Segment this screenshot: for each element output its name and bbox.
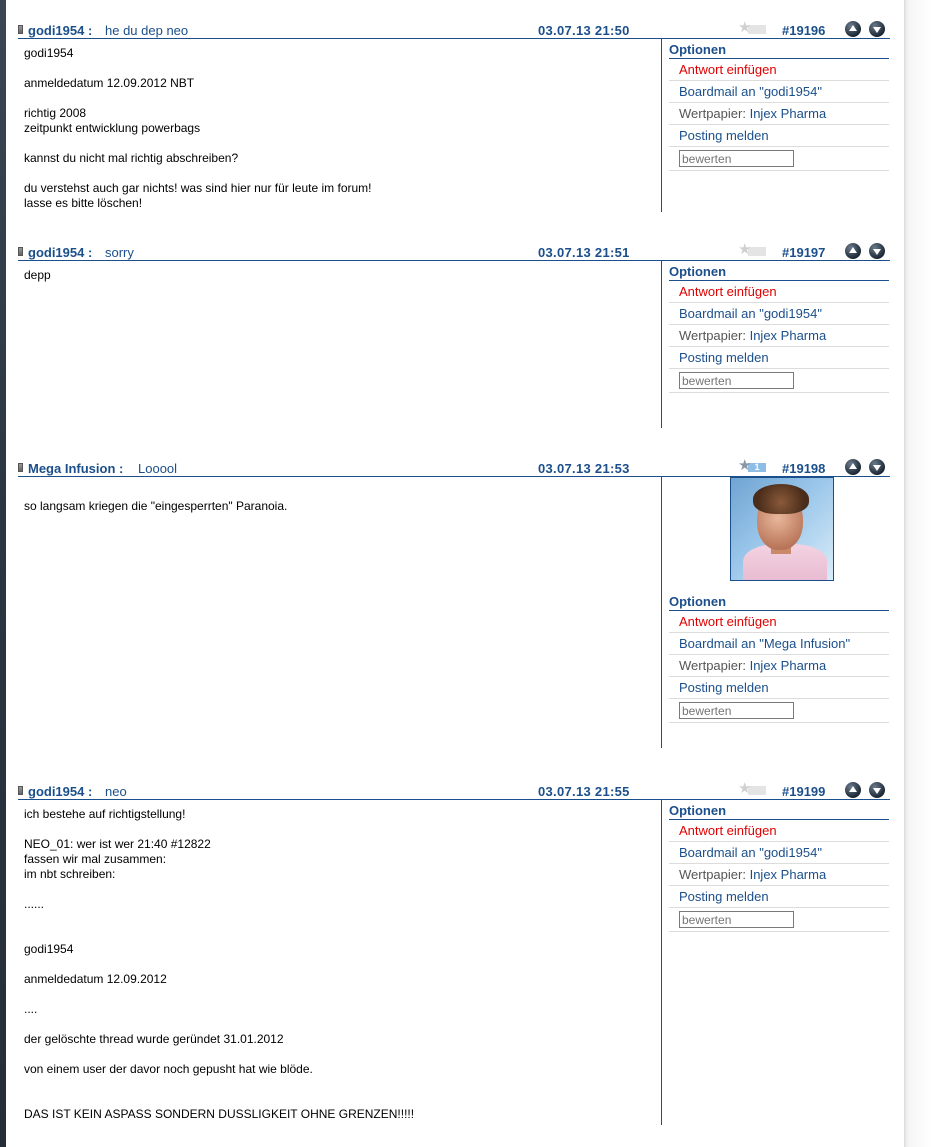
user-avatar[interactable]: [730, 477, 834, 581]
post-text-line: [24, 1047, 661, 1062]
arrow-up-icon[interactable]: [845, 21, 861, 37]
star-icon: ★: [738, 19, 752, 36]
arrow-down-icon[interactable]: [869, 243, 885, 259]
post-text-line: lasse es bitte löschen!: [24, 196, 143, 210]
post-header: [18, 456, 890, 477]
post-rating[interactable]: [738, 19, 768, 36]
post-date: 03.07.13 21:55: [538, 784, 630, 799]
drag-handle-icon[interactable]: [18, 786, 23, 795]
forum-post: [18, 240, 890, 365]
post-text-line: richtig 2008: [24, 106, 87, 120]
arrow-up-icon[interactable]: [845, 243, 861, 259]
arrow-down-icon[interactable]: [869, 21, 885, 37]
post-text-line: von einem user der davor noch gepusht hat wie blöde.: [24, 1062, 313, 1076]
post-text-line: [24, 484, 661, 499]
rate-field-row: [669, 369, 889, 393]
arrow-up-icon[interactable]: [845, 459, 861, 475]
report-link[interactable]: Posting melden: [669, 347, 889, 369]
security-link[interactable]: Injex Pharma: [749, 658, 827, 673]
arrow-down-icon[interactable]: [869, 782, 885, 798]
security-label: Wertpapier:: [679, 658, 746, 673]
forum-post: [18, 779, 890, 1121]
rate-input[interactable]: [679, 372, 794, 389]
post-number-link[interactable]: #19199: [782, 784, 826, 799]
report-link[interactable]: Posting melden: [669, 677, 889, 699]
post-content: [18, 800, 662, 1125]
post-content: [18, 261, 662, 428]
post-author-link[interactable]: godi1954 :: [28, 784, 93, 799]
post-author-link[interactable]: Mega Infusion :: [28, 461, 124, 476]
post-options: [669, 800, 889, 932]
forum-post: [18, 456, 890, 695]
security-info: [669, 655, 889, 677]
security-link[interactable]: Injex Pharma: [749, 867, 827, 882]
options-title: Optionen: [669, 39, 889, 59]
post-subject-link[interactable]: Looool: [138, 461, 178, 476]
security-label: Wertpapier:: [679, 106, 746, 121]
post-text: [18, 477, 661, 514]
star-icon: ★: [738, 241, 752, 258]
post-text: [18, 39, 661, 211]
post-subject-link[interactable]: he du dep neo: [105, 23, 189, 38]
reply-link[interactable]: Antwort einfügen: [669, 281, 889, 303]
post-number-link[interactable]: #19198: [782, 461, 826, 476]
security-label: Wertpapier:: [679, 328, 746, 343]
post-text-line: [24, 1092, 661, 1107]
post-rating[interactable]: [738, 457, 768, 474]
post-content: [18, 477, 662, 748]
arrow-down-icon[interactable]: [869, 459, 885, 475]
post-text-line: [24, 987, 661, 1002]
star-icon: ★: [738, 780, 752, 797]
boardmail-link[interactable]: Boardmail an "godi1954": [669, 842, 889, 864]
post-text-line: du verstehst auch gar nichts! was sind hier nur für leute im forum!: [24, 181, 372, 195]
post-text-line: [24, 91, 661, 106]
post-text-line: [24, 882, 661, 897]
post-text-line: depp: [24, 268, 51, 282]
post-subject-link[interactable]: sorry: [105, 245, 134, 260]
post-text-line: zeitpunkt entwicklung powerbags: [24, 121, 201, 135]
rate-input[interactable]: [679, 702, 794, 719]
security-link[interactable]: Injex Pharma: [749, 328, 827, 343]
post-text-line: der gelöschte thread wurde geründet 31.01.2012: [24, 1032, 284, 1046]
security-info: [669, 103, 889, 125]
security-label: Wertpapier:: [679, 867, 746, 882]
boardmail-link[interactable]: Boardmail an "godi1954": [669, 81, 889, 103]
security-link[interactable]: Injex Pharma: [749, 106, 827, 121]
post-text-line: godi1954: [24, 46, 74, 60]
report-link[interactable]: Posting melden: [669, 886, 889, 908]
post-author-link[interactable]: godi1954 :: [28, 23, 93, 38]
reply-link[interactable]: Antwort einfügen: [669, 611, 889, 633]
post-content: [18, 39, 662, 212]
post-number-link[interactable]: #19196: [782, 23, 826, 38]
boardmail-link[interactable]: Boardmail an "godi1954": [669, 303, 889, 325]
post-options: [669, 477, 889, 723]
post-text-line: ich bestehe auf richtigstellung!: [24, 807, 186, 821]
security-info: [669, 864, 889, 886]
post-options: [669, 39, 889, 171]
rate-field-row: [669, 699, 889, 723]
post-text-line: [24, 822, 661, 837]
options-title: Optionen: [669, 591, 889, 611]
post-date: 03.07.13 21:50: [538, 23, 630, 38]
post-header: [18, 779, 890, 800]
rate-input[interactable]: [679, 150, 794, 167]
post-subject-link[interactable]: neo: [105, 784, 127, 799]
post-rating[interactable]: [738, 241, 768, 258]
security-info: [669, 325, 889, 347]
post-text-line: so langsam kriegen die "eingesperrten" Paranoia.: [24, 499, 288, 513]
post-text-line: ....: [24, 1002, 38, 1016]
post-text-line: kannst du nicht mal richtig abschreiben?: [24, 151, 239, 165]
star-icon: ★: [738, 457, 752, 474]
post-number-link[interactable]: #19197: [782, 245, 826, 260]
post-text-line: anmeldedatum 12.09.2012: [24, 972, 167, 986]
boardmail-link[interactable]: Boardmail an "Mega Infusion": [669, 633, 889, 655]
reply-link[interactable]: Antwort einfügen: [669, 820, 889, 842]
post-header: [18, 240, 890, 261]
post-text-line: godi1954: [24, 942, 74, 956]
arrow-up-icon[interactable]: [845, 782, 861, 798]
rate-field-row: [669, 147, 889, 171]
post-options: [669, 261, 889, 393]
avatar-hair: [753, 484, 809, 514]
post-text-line: [24, 1017, 661, 1032]
post-text-line: [24, 136, 661, 151]
report-link[interactable]: Posting melden: [669, 125, 889, 147]
post-header: [18, 18, 890, 39]
rating-count-badge: 1: [748, 463, 766, 472]
options-title: Optionen: [669, 800, 889, 820]
window-left-edge: [0, 0, 6, 1147]
drag-handle-icon[interactable]: [18, 25, 23, 34]
window-right-edge: [904, 0, 932, 1147]
post-text: [18, 261, 661, 283]
post-text-line: [24, 927, 661, 942]
post-text-line: anmeldedatum 12.09.2012 NBT: [24, 76, 195, 90]
drag-handle-icon[interactable]: [18, 463, 23, 472]
post-author-link[interactable]: godi1954 :: [28, 245, 93, 260]
post-text-line: ......: [24, 897, 45, 911]
post-date: 03.07.13 21:51: [538, 245, 630, 260]
post-text-line: fassen wir mal zusammen:: [24, 852, 167, 866]
post-rating[interactable]: [738, 780, 768, 797]
post-text-line: [24, 912, 661, 927]
post-text-line: [24, 61, 661, 76]
post-text: [18, 800, 661, 1122]
rate-field-row: [669, 908, 889, 932]
reply-link[interactable]: Antwort einfügen: [669, 59, 889, 81]
rate-input[interactable]: [679, 911, 794, 928]
post-text-line: DAS IST KEIN ASPASS SONDERN DUSSLIGKEIT OHNE GRENZEN!!!!!: [24, 1107, 415, 1121]
post-text-line: im nbt schreiben:: [24, 867, 116, 881]
forum-post: [18, 18, 890, 210]
drag-handle-icon[interactable]: [18, 247, 23, 256]
post-text-line: [24, 1077, 661, 1092]
post-text-line: [24, 957, 661, 972]
options-title: Optionen: [669, 261, 889, 281]
post-text-line: NEO_01: wer ist wer 21:40 #12822: [24, 837, 211, 851]
post-date: 03.07.13 21:53: [538, 461, 630, 476]
post-text-line: [24, 166, 661, 181]
